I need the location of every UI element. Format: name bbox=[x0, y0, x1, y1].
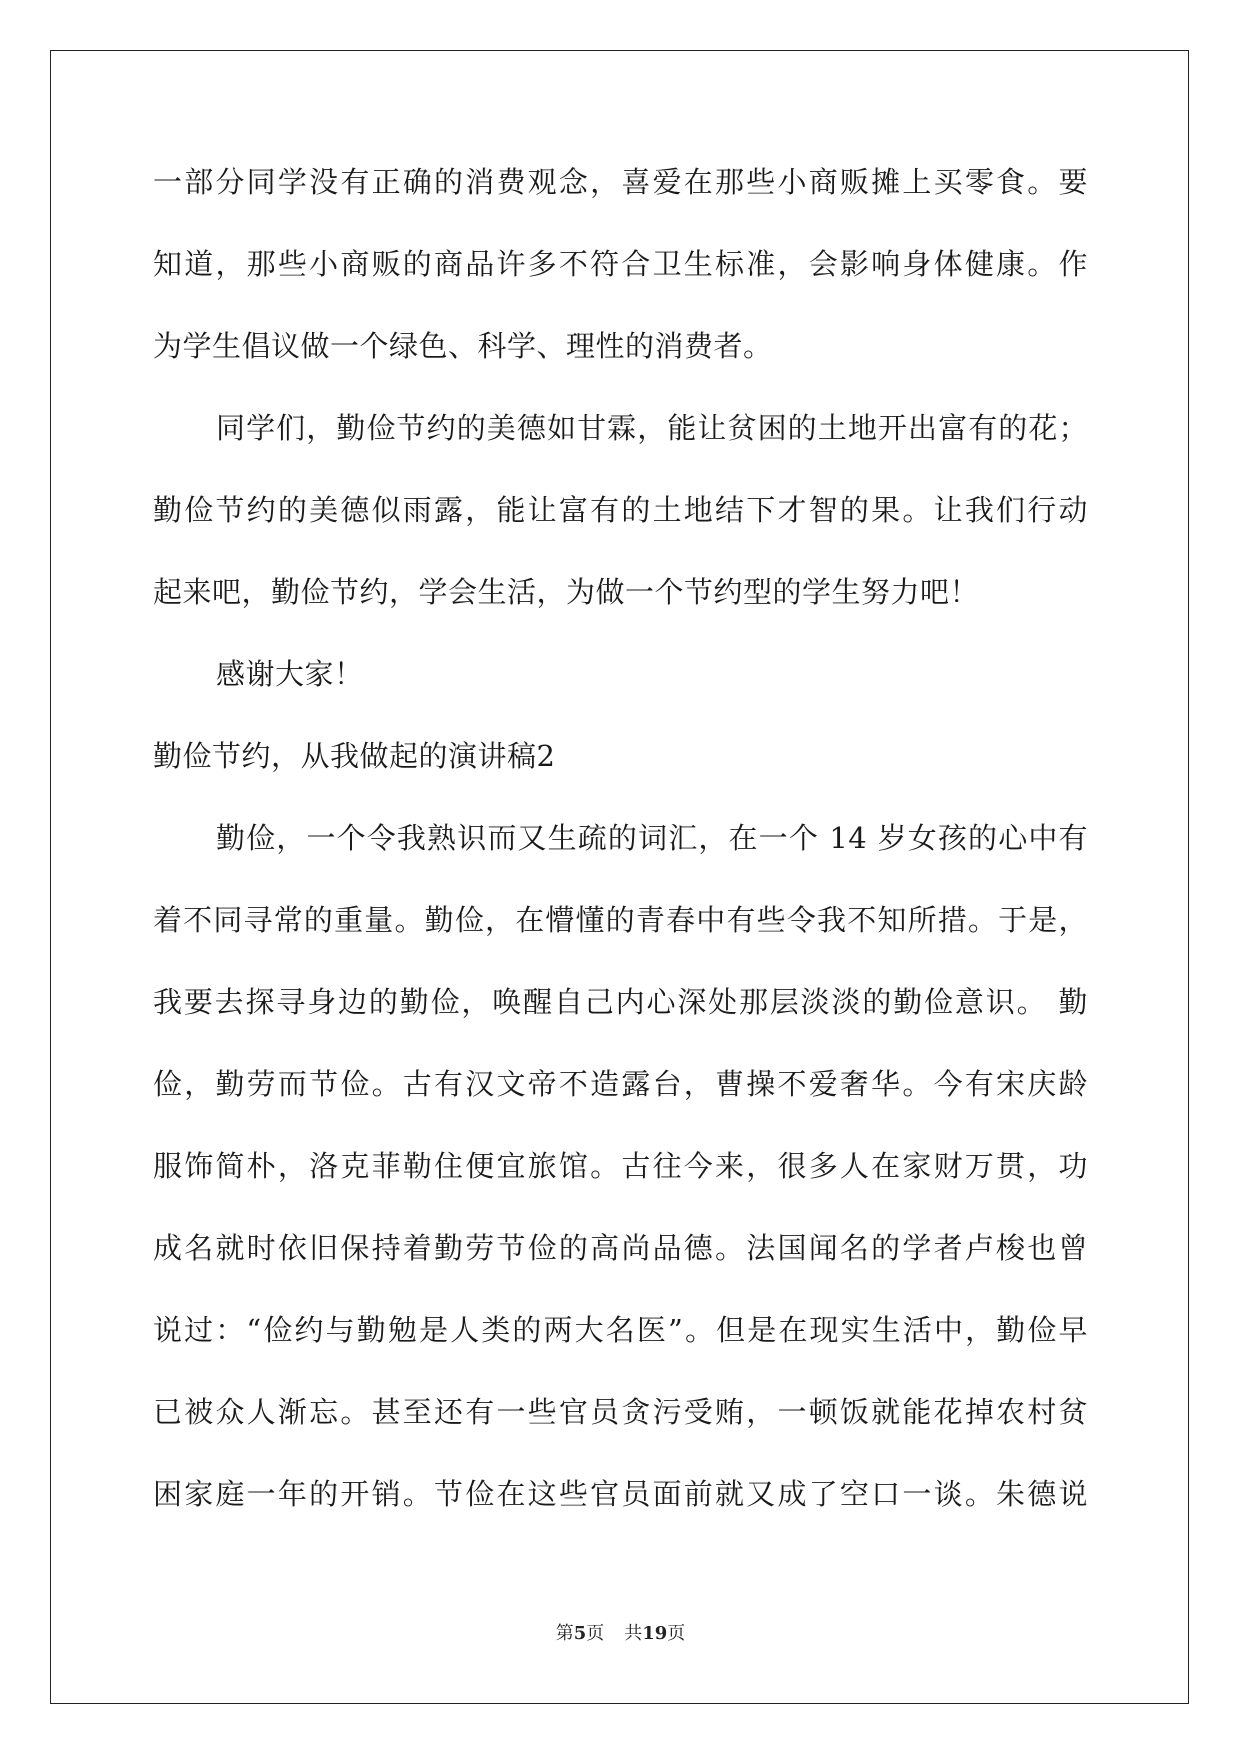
text-line: 我要去探寻身边的勤俭，唤醒自己内心深处那层淡淡的勤俭意识。 勤 bbox=[153, 985, 1088, 1019]
page-footer bbox=[0, 1623, 1241, 1645]
text-line: 服饰简朴，洛克菲勒住便宜旅馆。古往今来，很多人在家财万贯，功 bbox=[153, 1149, 1088, 1183]
text-line: 着不同寻常的重量。勤俭，在懵懂的青春中有些令我不知所措。于是， bbox=[153, 903, 1088, 937]
total-pages: 19 bbox=[642, 1623, 668, 1644]
section-heading: 勤俭节约，从我做起的演讲稿2 bbox=[153, 739, 556, 773]
total-suffix: 页 bbox=[667, 1623, 686, 1644]
text-line: 成名就时依旧保持着勤劳节俭的高尚品德。法国闻名的学者卢梭也曾 bbox=[153, 1231, 1088, 1265]
text-line: 起来吧，勤俭节约，学会生活，为做一个节约型的学生努力吧！ bbox=[153, 575, 980, 609]
total-prefix: 共 bbox=[624, 1623, 643, 1644]
text-line: 勤俭，一个令我熟识而又生疏的词汇，在一个 14 岁女孩的心中有 bbox=[216, 821, 1088, 855]
text-line: 一部分同学没有正确的消费观念，喜爱在那些小商贩摊上买零食。要 bbox=[153, 165, 1088, 199]
page-suffix: 页 bbox=[586, 1623, 605, 1644]
text-line: 为学生倡议做一个绿色、科学、理性的消费者。 bbox=[153, 329, 773, 363]
text-line: 俭，勤劳而节俭。古有汉文帝不造露台，曹操不爱奢华。今有宋庆龄 bbox=[153, 1067, 1088, 1101]
text-line: 同学们，勤俭节约的美德如甘霖，能让贫困的土地开出富有的花； bbox=[216, 411, 1088, 445]
text-line: 感谢大家！ bbox=[216, 657, 364, 691]
text-line: 勤俭节约的美德似雨露，能让富有的土地结下才智的果。让我们行动 bbox=[153, 493, 1088, 527]
page-number: 5 bbox=[573, 1623, 587, 1644]
text-line: 说过：“俭约与勤勉是人类的两大名医”。但是在现实生活中，勤俭早 bbox=[153, 1313, 1088, 1347]
text-line: 已被众人渐忘。甚至还有一些官员贪污受贿，一顿饭就能花掉农村贫 bbox=[153, 1395, 1088, 1429]
page-prefix: 第 bbox=[555, 1623, 574, 1644]
text-line: 困家庭一年的开销。节俭在这些官员面前就又成了空口一谈。朱德说 bbox=[153, 1477, 1088, 1511]
document-body bbox=[153, 162, 1088, 1556]
text-line: 知道，那些小商贩的商品许多不符合卫生标准，会影响身体健康。作 bbox=[153, 247, 1088, 281]
